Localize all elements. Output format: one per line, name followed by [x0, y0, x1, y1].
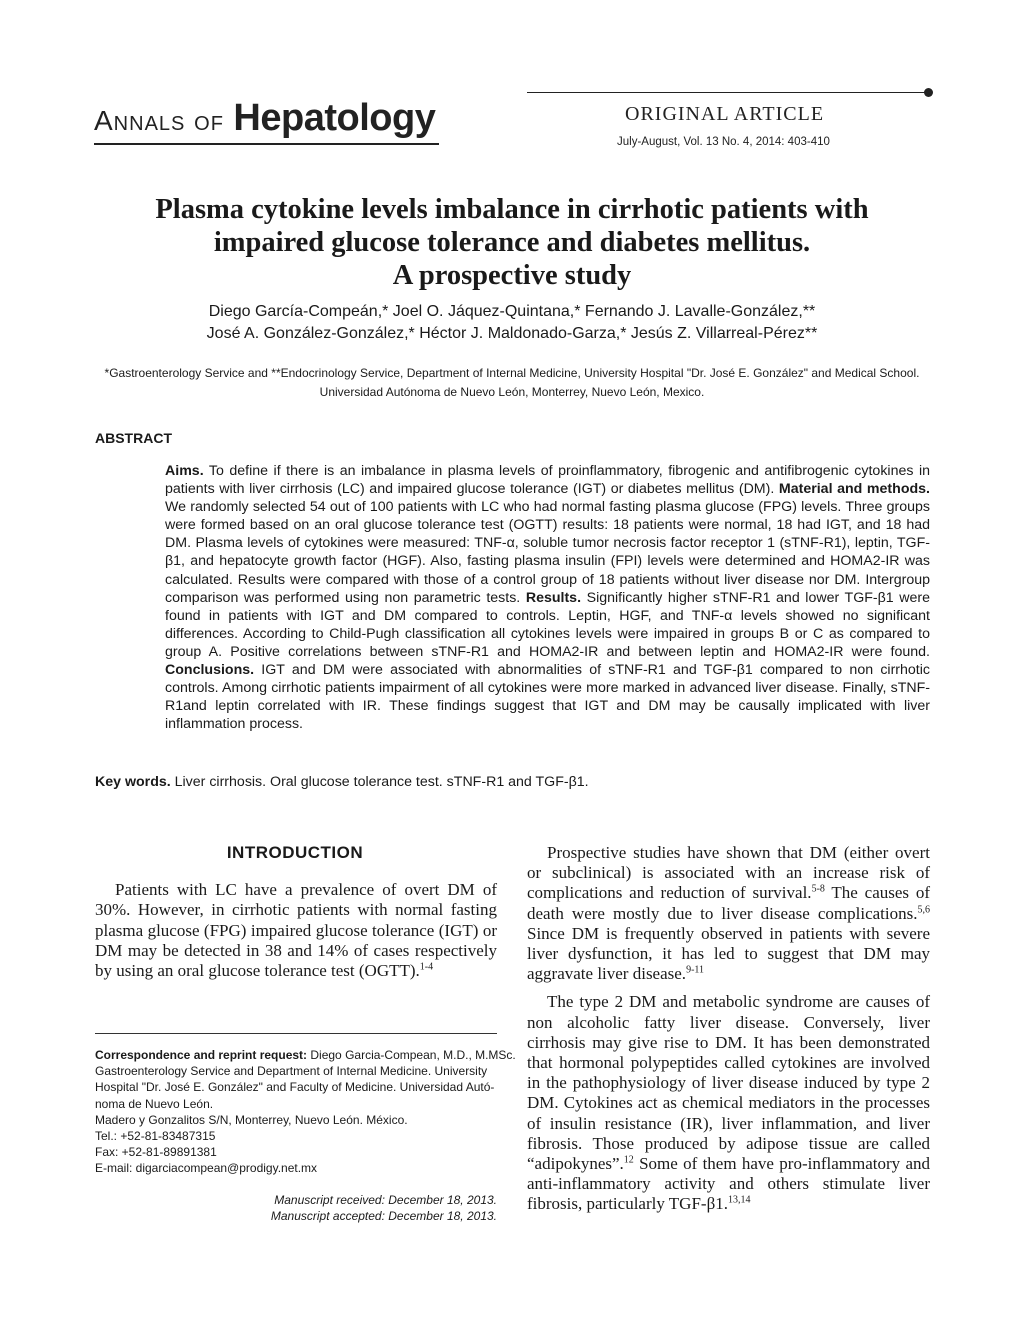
footnote-divider	[95, 1033, 497, 1034]
introduction-paragraph	[95, 880, 497, 981]
header-rule	[527, 92, 927, 93]
article-type: ORIGINAL ARTICLE	[625, 103, 825, 125]
manuscript-received: Manuscript received: December 18, 2013.	[274, 1193, 497, 1207]
title-line: impaired glucose tolerance and diabetes mellitus.	[213, 227, 811, 258]
title-line: Plasma cytokine levels imbalance in cirrhotic patients with	[155, 194, 869, 225]
correspondence-line: noma de Nuevo León.	[95, 1096, 214, 1111]
paragraph-text: The causes of death were mostly due to liver disease complications.	[527, 883, 931, 923]
keywords-text: Liver cirrhosis. Oral glucose tolerance test. sTNF-R1 and TGF-β1.	[170, 774, 589, 790]
affiliation-line: *Gastroenterology Service and **Endocrinology Service, Department of Internal Medicine, University Hospital "Dr. José E. González" and Medical School.	[104, 366, 920, 380]
aims-label: Aims.	[165, 463, 204, 479]
reference-citation: 9-11	[686, 964, 705, 976]
paragraph-text: Some of them have pro-inflammatory and anti-inflammatory activity and others stimulate liver fibrosis, particularly TGF-β1.	[527, 1154, 930, 1214]
manuscript-accepted: Manuscript accepted: December 18, 2013.	[270, 1208, 497, 1223]
body-paragraph	[527, 843, 930, 984]
correspondence-line: Gastroenterology Service and Department of Internal Medicine. University	[95, 1064, 488, 1079]
author-list	[100, 301, 924, 345]
journal-prefix: Annals of	[94, 105, 224, 136]
keywords	[95, 774, 589, 790]
conclusions-text: IGT and DM were associated with abnormalities of sTNF-R1 and TGF-β1 compared to non cirrhotic controls. Among cirrhotic patients impairment of all cytokines were more marked in advanced liver disease. Finally, sTNF-R1and leptin correlated with IR. These findings suggest that IGT and DM may be causally implicated with liver inflammation process.	[165, 662, 930, 733]
correspondence-email: E-mail: digarciacompean@prodigy.net.mx	[95, 1161, 318, 1176]
conclusions-label: Conclusions.	[165, 662, 255, 679]
aims-text: To define if there is an imbalance in plasma levels of proinflammatory, fibrogenic and antifibrogenic cytokines in patients with liver cirrhosis (LC) and impaired glucose tolerance (IGT) or diabetes mellitus (DM).	[165, 463, 930, 498]
methods-label: Material and methods.	[778, 481, 930, 498]
correspondence-line: Hospital "Dr. José E. González" and Faculty of Medicine. Universidad Autó-	[95, 1080, 495, 1095]
manuscript-dates	[200, 1193, 497, 1224]
methods-text: We randomly selected 54 out of 100 patients with LC who had normal fasting plasma glucose (FPG) levels. Three groups were formed based on an oral glucose tolerance test (OGTT) results: 18 patients were normal, 18 had IGT, and 18 had DM. Plasma levels of cytokines were measured: TNF-α, soluble tumor necrosis factor receptor 1 (sTNF-R1), leptin, TGF-β1, and hepatocyte growth factor (HGF). Also, fasting plasma insulin (FPI) levels were determined and HOMA2-IR was calculated. Results were compared with those of a control group of 18 patients without liver disease nor DM. Intergroup comparison was performed using non parametric tests.	[165, 499, 930, 606]
title-line: A prospective study	[392, 260, 632, 291]
article-title	[100, 193, 924, 292]
reference-citation: 13,14	[727, 1194, 751, 1206]
paragraph-text: Since DM is frequently observed in patients with severe liver dysfunction, it has led to suggest that DM may aggravate liver disease.	[527, 923, 930, 984]
body-paragraph	[527, 992, 930, 1214]
header-rule-dot	[924, 88, 933, 97]
results-label: Results.	[525, 589, 582, 606]
journal-name: Hepatology	[233, 97, 436, 139]
paragraph-text: Prospective studies have shown that DM (either overt or subclinical) is associated with an increase risk of complications and reduction of survival.	[527, 843, 930, 903]
abstract-heading: ABSTRACT	[95, 430, 172, 446]
affiliations	[80, 364, 944, 402]
correspondence-tel: Tel.: +52-81-83487315	[95, 1129, 216, 1144]
reference-citation: 5,6	[917, 903, 930, 915]
paragraph-text: Patients with LC have a prevalence of overt DM of 30%. However, in cirrhotic patients with normal fasting plasma glucose (FPG) impaired glucose tolerance (IGT) or DM may be detected in 38 and 14% of cases respectively by using an oral glucose tolerance test (OGTT).	[95, 880, 497, 981]
reference-citation: 12	[623, 1154, 634, 1166]
reference-citation: 5-8	[811, 883, 825, 895]
correspondence-address: Madero y Gonzalitos S/N, Monterrey, Nuevo León. México.	[95, 1112, 408, 1127]
affiliation-line: Universidad Autónoma de Nuevo León, Monterrey, Nuevo León, Mexico.	[319, 385, 705, 399]
correspondence-fax: Fax: +52-81-89891381	[95, 1145, 217, 1160]
reference-citation: 1-4	[419, 961, 434, 973]
journal-logo	[94, 96, 439, 145]
correspondence-name: Diego Garcia-Compean, M.D., M.MSc.	[307, 1048, 516, 1062]
introduction-heading: INTRODUCTION	[226, 843, 364, 862]
author-line: José A. González-González,* Héctor J. Maldonado-Garza,* Jesús Z. Villarreal-Pérez**	[206, 325, 818, 342]
citation: July-August, Vol. 13 No. 4, 2014: 403-410	[617, 136, 830, 148]
correspondence-footnote	[95, 1047, 516, 1177]
correspondence-line	[95, 1047, 516, 1063]
right-column	[527, 843, 930, 1223]
author-line: Diego García-Compeán,* Joel O. Jáquez-Quintana,* Fernando J. Lavalle-González,**	[208, 303, 816, 320]
paragraph-text: The type 2 DM and metabolic syndrome are causes of non alcoholic fatty liver disease. Conversely, liver cirrhosis may give rise to DM. It has been demonstrated that hormonal polypeptides called cytokines are involved in the pathophysiology of liver disease induced by type 2 DM. Cytokines act as chemical mediators in the processes of insulin resistance (IR), liver inflammation, and liver fibrosis. Those produced by adipose tissue are called “adipokynes”.	[527, 992, 930, 1174]
results-text: Significantly higher sTNF-R1 and lower TGF-β1 were found in patients with IGT and DM compared to controls. Leptin, HGF, and TNF-α levels showed no significant differences. According to Child-Pugh classification all cytokines levels were impaired in groups B or C as compared to group A. Positive correlations between sTNF-R1 and HOMA2-IR and between leptin and HOMA2-IR were found.	[165, 589, 931, 660]
keywords-label: Key words.	[95, 774, 171, 790]
abstract-body	[165, 462, 930, 733]
correspondence-label: Correspondence and reprint request:	[95, 1048, 308, 1062]
